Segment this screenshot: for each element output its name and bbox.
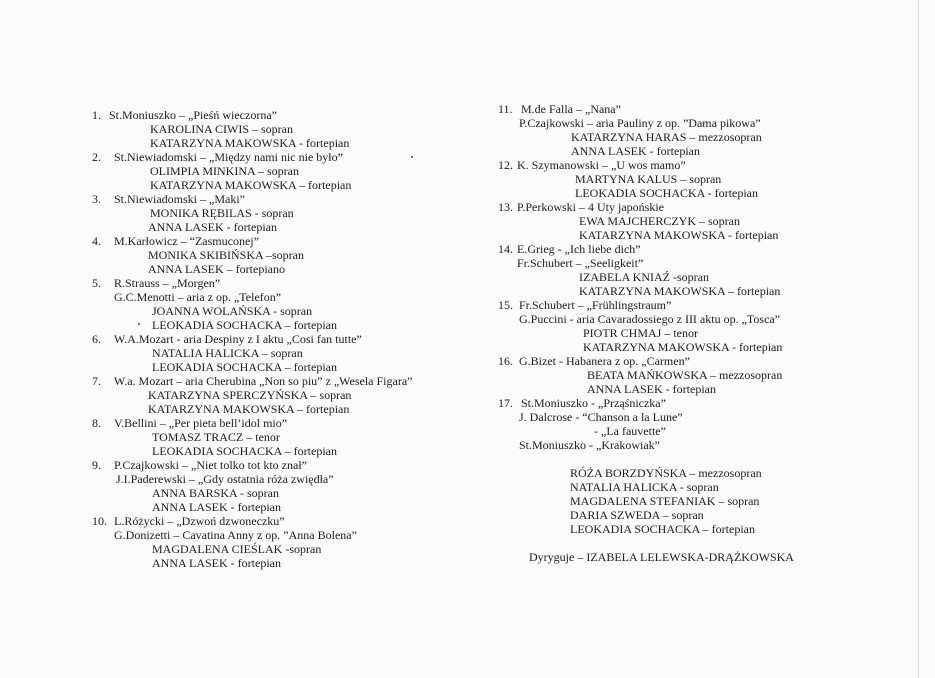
program-piece-line: K. Szymanowski – „U wos mamo”: [517, 158, 686, 172]
program-piece-line: St.Niewiadomski – „Między nami nic nie było”: [114, 150, 343, 164]
program-performer-line: ANNA LASEK - fortepian: [148, 220, 277, 234]
program-performer-line: LEOKADIA SOCHACKA – fortepian: [152, 360, 337, 374]
item-number: 7.: [92, 374, 101, 388]
item-number: 9.: [92, 458, 101, 472]
program-piece-line: W.A.Mozart - aria Despiny z I aktu „Cosi fan tutte”: [114, 332, 362, 346]
program-piece-line: Fr.Schubert – „Frühlingstraum”: [519, 298, 672, 312]
item-number: 16.: [498, 354, 513, 368]
program-performer-line: ANNA LASEK - fortepian: [152, 556, 281, 570]
item-number: 2.: [92, 150, 101, 164]
program-performer-line: TOMASZ TRACZ – tenor: [152, 430, 280, 444]
program-performer-line: NATALIA HALICKA – sopran: [152, 346, 303, 360]
item-number: 8.: [92, 416, 101, 430]
program-performer-line: BEATA MAŃKOWSKA – mezzosopran: [587, 368, 783, 382]
program-performer-line: ANNA LASEK – fortepiano: [148, 262, 285, 276]
item-number: 10.: [92, 514, 107, 528]
program-piece-line: G.Bizet - Habanera z op. „Carmen”: [519, 354, 690, 368]
item-number: 12.: [498, 158, 513, 172]
program-performer-line: MONIKA SKIBIŃSKA –sopran: [148, 248, 305, 262]
program-performer-line: KATARZYNA MAKOWSKA – fortepian: [148, 402, 350, 416]
program-piece-line: E.Grieg - „Ich liebe dich”: [517, 242, 641, 256]
item-number: 14.: [498, 242, 513, 256]
program-performer-line: MAGDALENA CIEŚLAK -sopran: [152, 542, 322, 556]
program-performer-line: P.Czajkowski – aria Pauliny z op. ”Dama pikowa”: [519, 116, 761, 130]
item-number: 15.: [498, 298, 513, 312]
item-number: 4.: [92, 234, 101, 248]
program-performer-line: Fr.Schubert – „Seeligkeit”: [517, 256, 644, 270]
program-performer-line: KATARZYNA SPERCZYŃSKA – sopran: [148, 388, 352, 402]
program-performer-line: MONIKA RĘBILAS - sopran: [150, 206, 294, 220]
item-number: 6.: [92, 332, 101, 346]
program-performer-line: KATARZYNA MAKOWSKA – fortepian: [579, 284, 781, 298]
program-performer-line: MAGDALENA STEFANIAK – sopran: [570, 494, 760, 508]
program-performer-line: RÓŻA BORZDYŃSKA – mezzosopran: [570, 466, 762, 480]
program-performer-line: MARTYNA KALUS – sopran: [575, 172, 722, 186]
program-performer-line: Dyryguje – IZABELA LELEWSKA-DRĄŻKOWSKA: [529, 550, 794, 564]
program-performer-line: ANNA LASEK - fortepian: [571, 144, 700, 158]
item-number: 3.: [92, 192, 101, 206]
program-piece-line: St.Moniuszko - „Prząśniczka”: [521, 396, 666, 410]
program-piece-line: M.Karłowicz – “Zasmuconej”: [114, 234, 259, 248]
program-performer-line: KATARZYNA MAKOWSKA - fortepian: [583, 340, 783, 354]
program-performer-line: LEOKADIA SOCHACKA - fortepian: [575, 186, 758, 200]
program-performer-line: St.Moniuszko - „Krakowiak”: [519, 438, 660, 452]
program-performer-line: J.I.Paderewski – „Gdy ostatnia róża zwiędła”: [116, 472, 334, 486]
program-piece-line: R.Strauss – „Morgen”: [114, 276, 221, 290]
program-piece-line: L.Różycki – „Dzwoń dzwoneczku”: [114, 514, 285, 528]
item-number: 17.: [498, 396, 513, 410]
program-performer-line: KATARZYNA MAKOWSKA - fortepian: [579, 228, 779, 242]
program-piece-line: St.Niewiadomski – „Maki”: [114, 192, 245, 206]
program-performer-line: LEOKADIA SOCHACKA – fortepian: [152, 444, 337, 458]
program-performer-line: KATARZYNA MAKOWSKA – fortepian: [150, 178, 352, 192]
program-performer-line: - „La fauvette”: [594, 424, 666, 438]
program-performer-line: PIOTR CHMAJ – tenor: [583, 326, 699, 340]
program-performer-line: KATARZYNA HARAS – mezzosopran: [571, 130, 762, 144]
program-piece-line: M.de Falla – „Nana”: [521, 102, 621, 116]
program-performer-line: LEOKADIA SOCHACKA – fortepian: [152, 318, 337, 332]
program-performer-line: JOANNA WOLAŃSKA - sopran: [152, 304, 313, 318]
program-performer-line: DARIA SZWEDA – sopran: [570, 508, 704, 522]
program-performer-line: IZABELA KNIAŹ -sopran: [579, 270, 709, 284]
program-right-column: [470, 0, 935, 678]
program-performer-line: KAROLINA CIWIS – sopran: [150, 122, 293, 136]
program-piece-line: W.a. Mozart – aria Cherubina „Non so piu” z „Wesela Figara”: [114, 374, 413, 388]
program-performer-line: ANNA BARSKA - sopran: [152, 486, 280, 500]
program-piece-line: P.Czajkowski – „Niet tolko tot kto znał”: [114, 458, 307, 472]
item-number: 5.: [92, 276, 101, 290]
program-performer-line: KATARZYNA MAKOWSKA - fortepian: [150, 136, 350, 150]
item-number: 11.: [498, 102, 513, 116]
item-number: 13.: [498, 200, 513, 214]
program-performer-line: LEOKADIA SOCHACKA – fortepian: [570, 522, 755, 536]
program-performer-line: ANNA LASEK - fortepian: [152, 500, 281, 514]
program-performer-line: G.Puccini - aria Cavaradossiego z III aktu op. „Tosca”: [519, 312, 781, 326]
program-piece-line: V.Bellini – „Per pieta bell’idol mio”: [114, 416, 288, 430]
program-performer-line: EWA MAJCHERCZYK – sopran: [579, 214, 740, 228]
program-piece-line: St.Moniuszko – „Pieśń wieczorna”: [109, 108, 277, 122]
program-performer-line: J. Dalcrose - “Chanson a la Lune”: [519, 410, 683, 424]
program-performer-line: OLIMPIA MINKINA – sopran: [150, 164, 299, 178]
program-performer-line: ANNA LASEK - fortepian: [587, 382, 716, 396]
program-piece-line: P.Perkowski – 4 Uty japońskie: [517, 200, 664, 214]
program-performer-line: G.C.Menotti – aria z op. „Telefon”: [114, 290, 282, 304]
item-number: 1.: [92, 108, 101, 122]
program-performer-line: G.Donizetti – Cavatina Anny z op. ”Anna Bolena”: [114, 528, 357, 542]
program-performer-line: NATALIA HALICKA - sopran: [570, 480, 719, 494]
